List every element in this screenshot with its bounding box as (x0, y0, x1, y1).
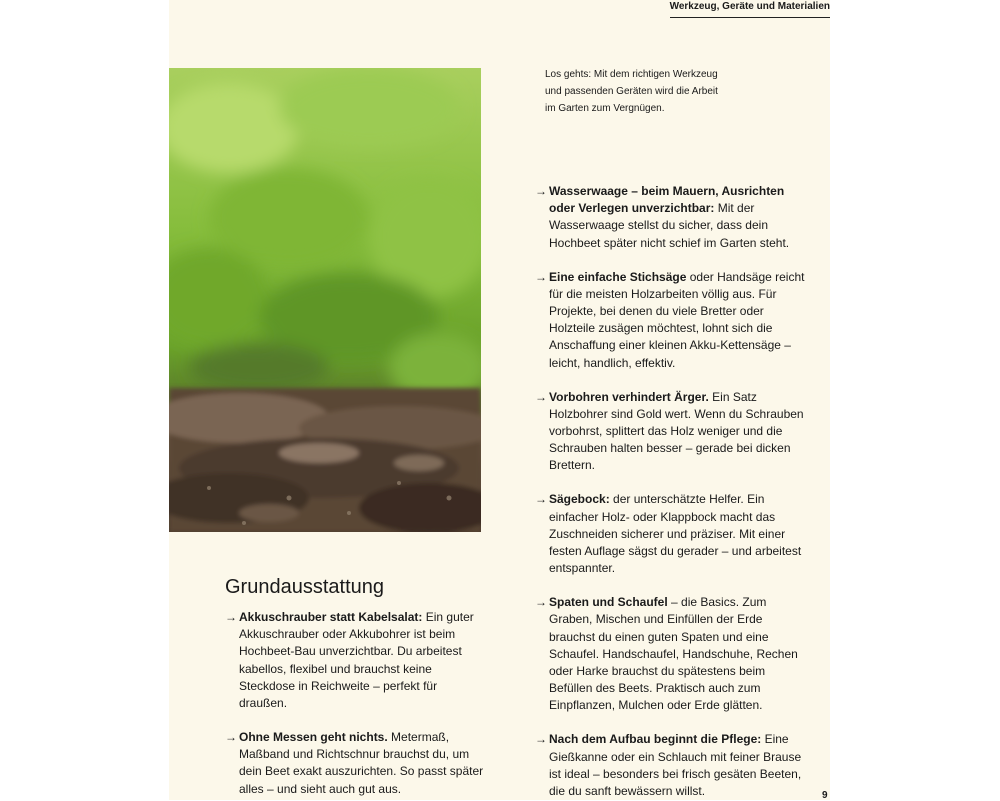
arrow-right-icon: → (535, 732, 547, 747)
item-text: Metermaß, Maßband und Richtschnur brauchst du, um dein Beet exakt auszurichten. So passt später alles – und sieht auch gut aus. (239, 730, 484, 796)
list-item (535, 491, 805, 577)
garden-photo-image (169, 68, 481, 532)
arrow-right-icon: → (225, 730, 237, 745)
item-lead: Ohne Messen geht nichts. (239, 730, 388, 745)
list-item (535, 594, 805, 714)
photo-caption: Los gehts: Mit dem richtigen Werkzeug und passenden Geräten wird die Arbeit im Garten zum Vergnügen. (545, 69, 718, 115)
item-lead: Sägebock: (549, 492, 610, 507)
right-column (535, 183, 805, 800)
arrow-right-icon: → (535, 389, 547, 404)
list-item (225, 609, 485, 712)
item-text: Eine Gießkanne oder ein Schlauch mit feiner Brause ist ideal – besonders bei frisch gesäten Beeten, die du sanft bewässern willst. (549, 732, 802, 799)
running-header: Werkzeug, Geräte und Materialien (670, 0, 830, 18)
arrow-right-icon: → (535, 492, 547, 507)
list-item (225, 729, 485, 798)
item-lead: Eine einfache Stichsäge (549, 269, 687, 284)
arrow-right-icon: → (225, 610, 237, 624)
item-lead: Nach dem Aufbau beginnt die Pflege: (549, 732, 762, 747)
list-item (535, 731, 805, 800)
section-title: Grundausstattung (225, 576, 384, 598)
page-number: 9 (822, 790, 828, 801)
list-item (535, 183, 805, 252)
arrow-right-icon: → (535, 269, 547, 284)
item-text: oder Handsäge reicht für die meisten Holzarbeiten völlig aus. Für Projekte, bei denen du viele Bretter oder Holzteile zusägen möchtest, lohnt sich die Anschaffung einer kleinen Akku-Kettensäge – leicht, handlich, effektiv. (549, 269, 805, 370)
item-text: Ein Satz Holzbohrer sind Gold wert. Wenn du Schrauben vorbohrst, splittert das Holz weniger und die Schrauben halten besser – gerade bei dicken Brettern. (549, 389, 804, 473)
arrow-right-icon: → (535, 184, 547, 198)
list-item (535, 389, 805, 475)
item-text: Ein guter Akkuschrauber oder Akkubohrer ist beim Hochbeet-Bau unverzichtbar. Du arbeitest kabellos, flexibel und brauchst keine Steckdose in Reichweite – perfekt für draußen. (239, 610, 474, 711)
item-text: der unterschätzte Helfer. Ein einfacher Holz- oder Klappbock macht das Zuschneiden sicherer und präziser. Mit einer festen Auflage sägst du gerader – und arbeitest entspannter. (549, 492, 802, 576)
list-item (535, 269, 805, 372)
item-lead: Wasserwaage – beim Mauern, Ausrichten oder Verlegen unverzichtbar: (549, 184, 785, 216)
arrow-right-icon: → (535, 595, 547, 610)
item-lead: Vorbohren verhindert Ärger. (549, 389, 709, 404)
item-lead: Akkuschrauber statt Kabelsalat: (239, 610, 423, 624)
garden-photo (169, 68, 481, 532)
item-lead: Spaten und Schaufel (549, 595, 668, 610)
book-page (169, 0, 830, 800)
left-column (225, 609, 485, 800)
item-text: Mit der Wasserwaage stellst du sicher, dass dein Hochbeet später nicht schief im Garten steht. (549, 201, 790, 250)
item-text: – die Basics. Zum Graben, Mischen und Einfüllen der Erde brauchst du einen guten Spaten und eine Schaufel. Handschaufel, Handschuhe, Rechen oder Harke brauchst du spätestens beim Befüllen des Beets. Praktisch auch zum Einpflanzen, Mulchen oder Erde glätten. (549, 595, 798, 713)
